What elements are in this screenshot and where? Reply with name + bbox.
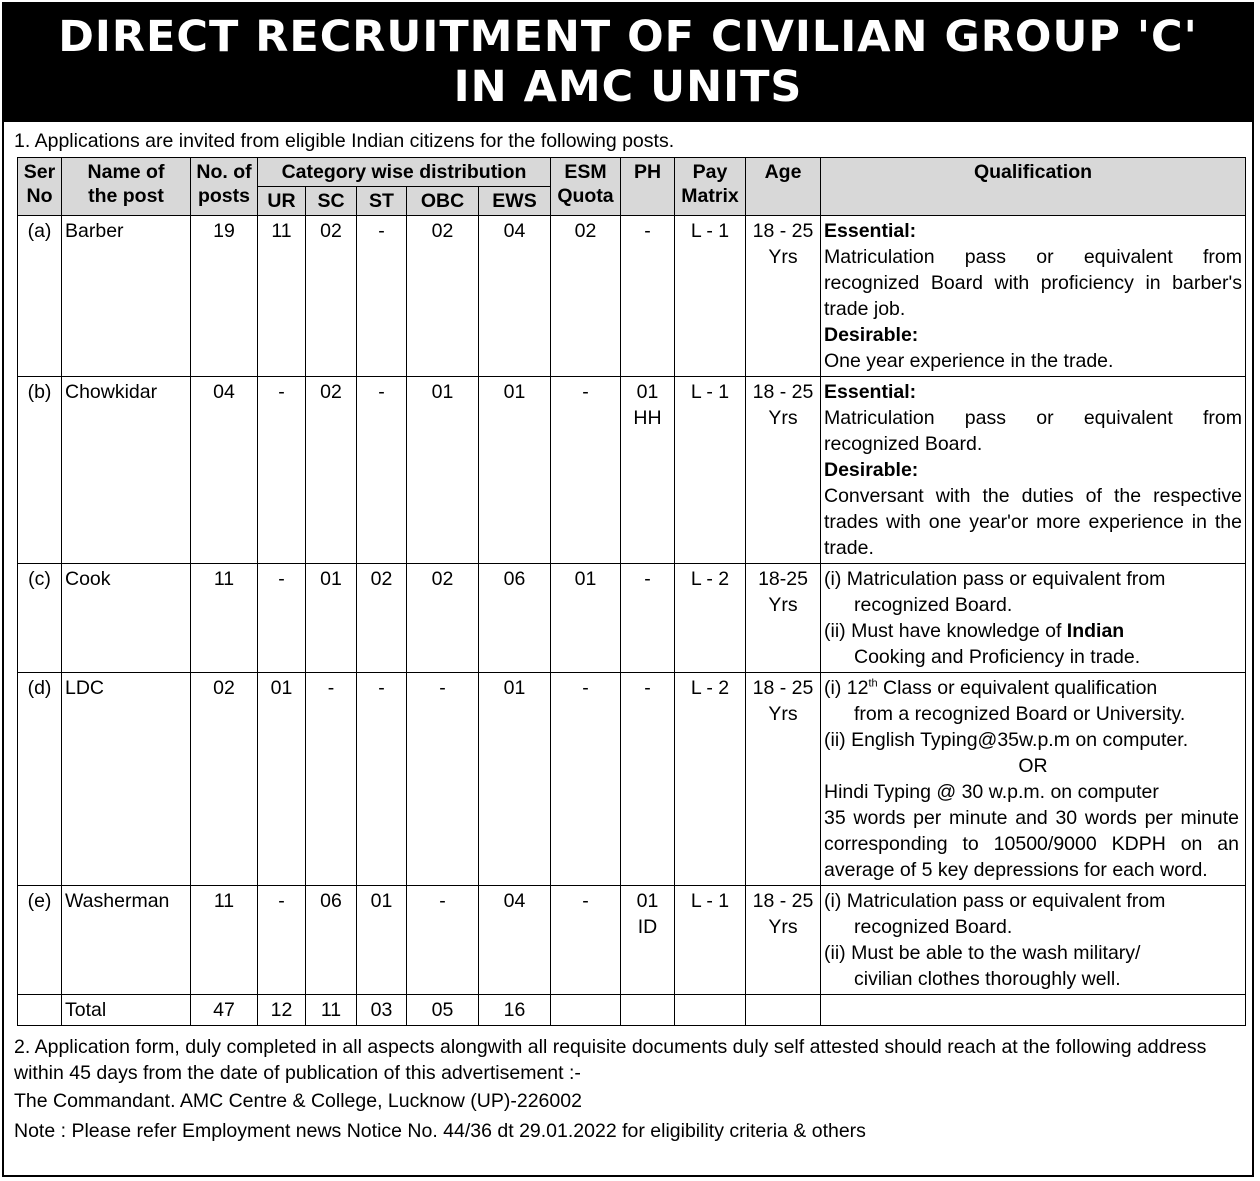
total-row — [18, 995, 1246, 1026]
cell-ser: (a) — [18, 216, 62, 377]
cell-ph: - — [621, 564, 675, 673]
cell-esm — [551, 995, 621, 1026]
qual-item-ii-cont: civilian clothes thoroughly well. — [854, 968, 1121, 990]
cell-name: Washerman — [62, 886, 191, 995]
header-row — [18, 158, 1246, 187]
cell-pay: L - 2 — [675, 564, 746, 673]
total-posts: 47 — [191, 995, 258, 1026]
cell-ews: 06 — [479, 564, 551, 673]
cell-age: 18 - 25 Yrs — [746, 673, 821, 886]
cell-st: - — [357, 377, 407, 564]
desirable-text: Conversant with the duties of the respective trades with one year'or more experience in the trade. — [824, 485, 1242, 559]
cell-esm: 01 — [551, 564, 621, 673]
header-qualification: Qualification — [821, 158, 1246, 216]
cell-ser — [18, 995, 62, 1026]
header-st: ST — [357, 187, 407, 216]
desirable-text: One year experience in the trade. — [824, 350, 1114, 372]
address-text: The Commandant. AMC Centre & College, Lucknow (UP)-226002 — [14, 1090, 582, 1112]
qual-item-i-cont: recognized Board. — [854, 916, 1013, 938]
cell-pay: L - 1 — [675, 377, 746, 564]
cell-pay — [675, 995, 746, 1026]
cell-qualification — [821, 995, 1246, 1026]
cell-qualification — [821, 216, 1246, 377]
cell-esm: - — [551, 673, 621, 886]
cell-name: LDC — [62, 673, 191, 886]
cell-qualification — [821, 377, 1246, 564]
cell-obc: - — [407, 673, 479, 886]
table-row — [18, 673, 1246, 886]
total-obc: 05 — [407, 995, 479, 1026]
cell-ews: 01 — [479, 673, 551, 886]
qual-item-ii: (ii) English Typing@35w.p.m on computer. — [824, 729, 1189, 751]
cell-pay: L - 2 — [675, 673, 746, 886]
essential-text: Matriculation pass or equivalent from recognized Board. — [824, 407, 1242, 455]
header-ur: UR — [258, 187, 306, 216]
header-age: Age — [746, 158, 821, 216]
cell-posts: 11 — [191, 564, 258, 673]
cell-ph: - — [621, 216, 675, 377]
cell-qualification — [821, 886, 1246, 995]
cell-ur: - — [258, 377, 306, 564]
essential-text: Matriculation pass or equivalent from recognized Board with proficiency in barber's trade job. — [824, 246, 1242, 320]
total-st: 03 — [357, 995, 407, 1026]
header-ser: Ser No — [18, 158, 62, 216]
qual-item-ii: (ii) Must be able to the wash military/ — [824, 942, 1141, 964]
cell-ph: 01 ID — [621, 886, 675, 995]
cell-qualification — [821, 564, 1246, 673]
qual-item-ii-cont: Cooking and Proficiency in trade. — [854, 646, 1141, 668]
posts-table — [17, 157, 1246, 1026]
cell-st: 02 — [357, 564, 407, 673]
qual-or: OR — [1018, 755, 1048, 777]
cell-obc: - — [407, 886, 479, 995]
desirable-label: Desirable: — [824, 324, 919, 346]
cell-age: 18 - 25 Yrs — [746, 216, 821, 377]
title-line-1: DIRECT RECRUITMENT OF CIVILIAN GROUP 'C' — [58, 12, 1198, 62]
cell-name: Barber — [62, 216, 191, 377]
total-label: Total — [62, 995, 191, 1026]
cell-sc: 06 — [306, 886, 357, 995]
cell-age: 18 - 25 Yrs — [746, 886, 821, 995]
header-sc: SC — [306, 187, 357, 216]
qual-item-i-cont: from a recognized Board or University. — [854, 703, 1186, 725]
table-row — [18, 564, 1246, 673]
total-ur: 12 — [258, 995, 306, 1026]
cell-sc: 01 — [306, 564, 357, 673]
cell-name: Chowkidar — [62, 377, 191, 564]
table-row — [18, 377, 1246, 564]
cell-esm: 02 — [551, 216, 621, 377]
cell-ph — [621, 995, 675, 1026]
qual-item-ii: (ii) Must have knowledge of Indian — [824, 620, 1125, 642]
cell-ews: 04 — [479, 886, 551, 995]
title-line-2: IN AMC UNITS — [453, 62, 803, 112]
qual-words: 35 words per minute and 30 words per minute corresponding to 10500/9000 KDPH on an average of 5 key depressions for each word. — [824, 807, 1239, 881]
cell-sc: 02 — [306, 216, 357, 377]
cell-sc: 02 — [306, 377, 357, 564]
cell-ser: (b) — [18, 377, 62, 564]
header-ews: EWS — [479, 187, 551, 216]
cell-esm: - — [551, 377, 621, 564]
header-name: Name of the post — [62, 158, 191, 216]
cell-ph: 01 HH — [621, 377, 675, 564]
header-posts: No. of posts — [191, 158, 258, 216]
advertisement — [2, 2, 1254, 1177]
cell-qualification — [821, 673, 1246, 886]
cell-ur: - — [258, 564, 306, 673]
cell-obc: 02 — [407, 216, 479, 377]
cell-posts: 02 — [191, 673, 258, 886]
cell-esm: - — [551, 886, 621, 995]
table-row — [18, 886, 1246, 995]
cell-ser: (d) — [18, 673, 62, 886]
desirable-label: Desirable: — [824, 459, 919, 481]
cell-age — [746, 995, 821, 1026]
qual-item-i: (i) 12th Class or equivalent qualification — [824, 677, 1158, 699]
total-ews: 16 — [479, 995, 551, 1026]
cell-age: 18 - 25 Yrs — [746, 377, 821, 564]
cell-obc: 02 — [407, 564, 479, 673]
cell-obc: 01 — [407, 377, 479, 564]
cell-ur: 01 — [258, 673, 306, 886]
qual-item-i: (i) Matriculation pass or equivalent from — [824, 568, 1166, 590]
cell-sc: - — [306, 673, 357, 886]
qual-hindi: Hindi Typing @ 30 w.p.m. on computer — [824, 781, 1159, 803]
table-row — [18, 216, 1246, 377]
cell-age: 18-25 Yrs — [746, 564, 821, 673]
header-esm: ESM Quota — [551, 158, 621, 216]
header-category: Category wise distribution — [258, 158, 551, 187]
cell-ser: (e) — [18, 886, 62, 995]
title-banner — [4, 4, 1252, 122]
cell-st: - — [357, 673, 407, 886]
cell-ur: 11 — [258, 216, 306, 377]
header-ph: PH — [621, 158, 675, 216]
cell-posts: 04 — [191, 377, 258, 564]
qual-item-i: (i) Matriculation pass or equivalent from — [824, 890, 1166, 912]
application-text: 2. Application form, duly completed in all aspects alongwith all requisite documents duly self attested should reach at the following address within 45 days from the date of publication of this advertisement :- — [14, 1036, 1207, 1084]
cell-st: 01 — [357, 886, 407, 995]
essential-label: Essential: — [824, 220, 917, 242]
intro-text: 1. Applications are invited from eligible Indian citizens for the following posts. — [14, 130, 675, 152]
cell-st: - — [357, 216, 407, 377]
header-pay: Pay Matrix — [675, 158, 746, 216]
qual-item-i-cont: recognized Board. — [854, 594, 1013, 616]
cell-pay: L - 1 — [675, 216, 746, 377]
cell-ser: (c) — [18, 564, 62, 673]
cell-posts: 19 — [191, 216, 258, 377]
cell-ph: - — [621, 673, 675, 886]
cell-name: Cook — [62, 564, 191, 673]
cell-ews: 04 — [479, 216, 551, 377]
cell-posts: 11 — [191, 886, 258, 995]
cell-ur: - — [258, 886, 306, 995]
cell-ews: 01 — [479, 377, 551, 564]
note-text: Note : Please refer Employment news Notice No. 44/36 dt 29.01.2022 for eligibility criteria & others — [14, 1120, 866, 1142]
essential-label: Essential: — [824, 381, 917, 403]
cell-pay: L - 1 — [675, 886, 746, 995]
total-sc: 11 — [306, 995, 357, 1026]
header-obc: OBC — [407, 187, 479, 216]
